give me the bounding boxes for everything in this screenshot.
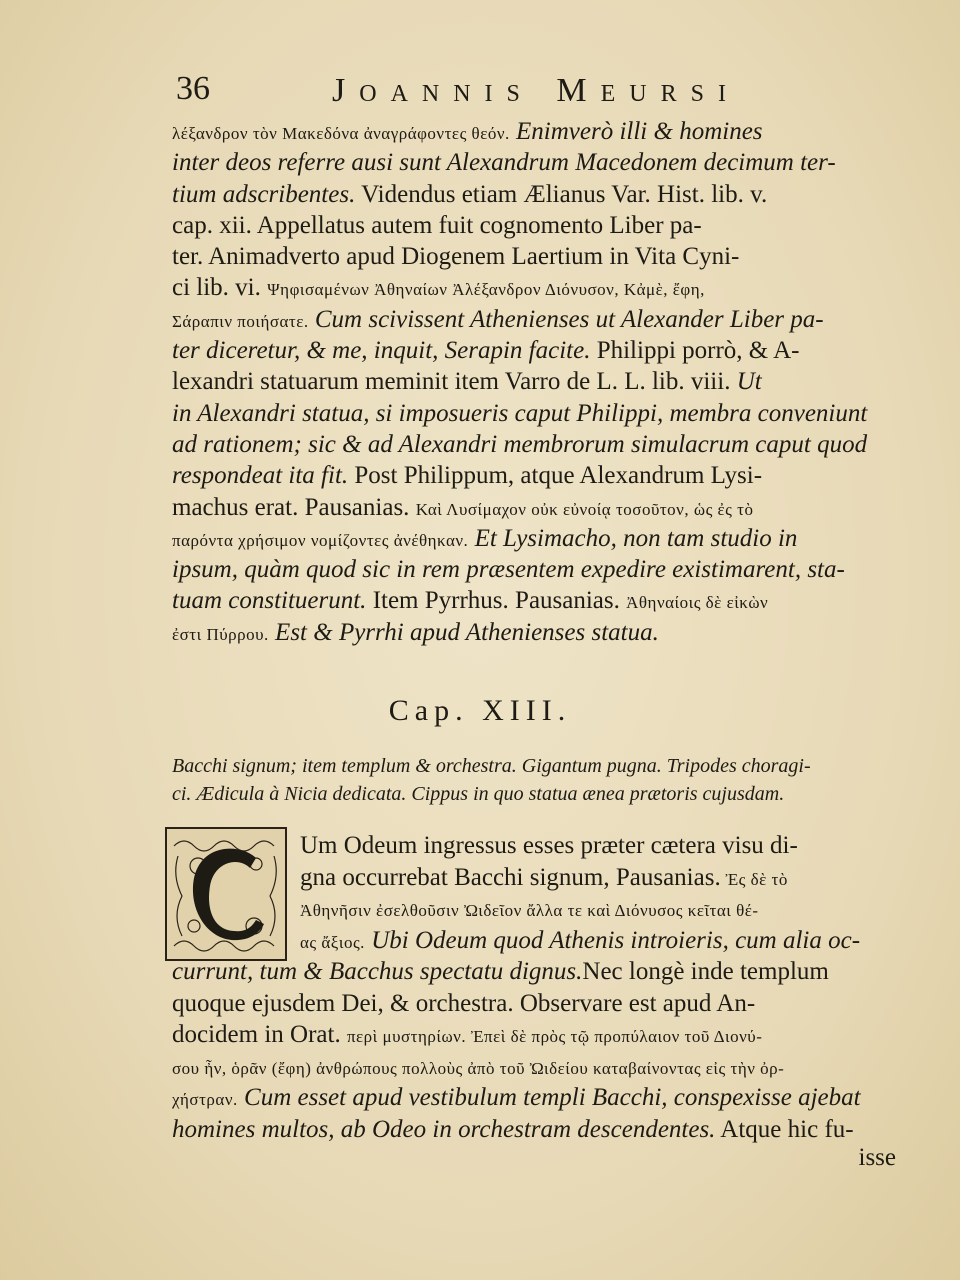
latin-text: Um Odeum ingressus esses præter cætera visu di-: [300, 832, 798, 859]
greek-text: λέξανδρον τὸν Μακεδόνα ἀναγράφοντες θεόν.: [172, 124, 510, 143]
latin-text: cap. xii. Appellatus autem fuit cognomento Liber pa-: [172, 211, 702, 239]
text-line: [172, 398, 912, 429]
greek-text: Ἀθηναίοις δὲ εἰκὼν: [626, 593, 769, 613]
latin-text: ter diceretur, & me, inquit, Serapin facite.: [172, 337, 591, 365]
latin-text: ipsum, quàm quod sic in rem præsentem expedire existimarent, sta-: [172, 556, 845, 584]
greek-text: ας ἄξιος.: [300, 932, 365, 952]
text-line: [172, 241, 912, 272]
greek-text: χήστραν.: [172, 1090, 238, 1109]
latin-text: Et Lysimacho, non tam studio in: [468, 524, 798, 552]
text-line: [172, 116, 912, 147]
latin-text: inter deos referre ausi sunt Alexandrum Macedonem decimum ter-: [172, 149, 836, 177]
latin-text: Est & Pyrrhi apud Athenienses statua.: [268, 618, 659, 646]
text-line: [172, 1051, 912, 1083]
text-line: [172, 893, 912, 925]
latin-text: lexandri statuarum meminit item Varro de L. L. lib. viii.: [172, 368, 731, 396]
second-paragraph: [172, 830, 912, 1145]
latin-text: Philippi porrò, & A-: [590, 337, 800, 365]
text-line: [172, 492, 912, 523]
text-line: [172, 585, 912, 616]
greek-text: Καὶ Λυσίμαχον οὐκ εὐνοίᾳ τοσοῦτον, ὡς ἐς τὸ: [415, 499, 754, 519]
text-line: [172, 617, 912, 648]
latin-text: Ubi Odeum quod Athenis introieris, cum alia oc-: [364, 926, 861, 954]
text-line: [172, 210, 912, 241]
greek-text: Σάραπιν ποιήσατε.: [172, 311, 309, 331]
latin-text: Post Philippum, atque Alexandrum Lysi-: [348, 462, 763, 490]
catchword: isse: [858, 1144, 896, 1171]
greek-text: παρόντα χρήσιμον νομίζοντες ἀνέθηκαν.: [172, 530, 469, 550]
text-line: [172, 956, 912, 988]
text-line: [172, 830, 912, 862]
page-header: [172, 66, 912, 116]
greek-text: σου ἦν, ὁρᾶν (ἔφη) ἀνθρώπους πολλοὺς ἀπὸ τοῦ Ὠιδείου καταβαίνοντας εἰς τὴν ὀρ-: [172, 1058, 785, 1078]
chapter-summary: [172, 752, 912, 808]
text-line: [172, 1114, 912, 1146]
latin-text: in Alexandri statua, si imposueris caput Philippi, membra conveniunt: [172, 399, 868, 427]
text-line: [172, 988, 912, 1020]
text-line: [172, 179, 912, 210]
text-line: [172, 862, 912, 894]
latin-text: docidem in Orat.: [172, 1021, 347, 1048]
latin-text: Cum scivissent Athenienses ut Alexander Liber pa-: [308, 305, 824, 333]
latin-text: currunt, tum & Bacchus spectatu dignus.: [172, 958, 583, 985]
page-number: 36: [176, 70, 210, 107]
summary-line: Bacchi signum; item templum & orchestra. Gigantum pugna. Tripodes choragi-: [172, 755, 811, 777]
latin-text: Item Pyrrhus. Pausanias.: [366, 587, 627, 615]
main-paragraph: [172, 116, 912, 648]
greek-text: Ἐς δὲ τὸ: [720, 869, 788, 889]
latin-text: respondeat ita fit.: [172, 462, 349, 490]
latin-text: Ut: [730, 368, 762, 396]
text-line: [172, 335, 912, 366]
latin-text: homines multos, ab Odeo in orchestram descendentes.: [172, 1115, 716, 1143]
text-line: [172, 460, 912, 491]
text-line: [172, 366, 912, 397]
text-line: [172, 554, 912, 585]
latin-text: ter. Animadverto apud Diogenem Laertium in Vita Cyni-: [172, 243, 740, 271]
latin-text: ci lib. vi.: [172, 274, 268, 302]
latin-text: tuam constituerunt.: [172, 587, 367, 615]
text-line: [172, 147, 912, 178]
latin-text: quoque ejusdem Dei, & orchestra. Observare est apud An-: [172, 989, 756, 1017]
text-line: [172, 925, 912, 957]
greek-text: περὶ μυστηρίων. Ἐπεὶ δὲ πρὸς τῷ προπύλαιον τοῦ Διονύ-: [346, 1027, 763, 1046]
text-line: [172, 429, 912, 460]
chapter-heading: Cap. XIII.: [388, 694, 572, 727]
text-line: [172, 304, 912, 335]
summary-line: ci. Ædicula à Nicia dedicata. Cippus in quo statua ænea prætoris cujusdam.: [172, 783, 785, 805]
text-line: [172, 272, 912, 303]
greek-text: Ἀθηνῆσιν ἐσελθοῦσιν Ὠιδεῖον ἄλλα τε καὶ Διόνυσος κεῖται θέ-: [300, 901, 759, 920]
latin-text: tium adscribentes.: [172, 180, 356, 208]
latin-text: Enimverò illi & homines: [509, 118, 763, 145]
latin-text: machus erat. Pausanias.: [172, 493, 416, 521]
latin-text: Nec longè inde templum: [582, 958, 829, 985]
greek-text: ἐστι Πύρρου.: [172, 624, 269, 644]
running-title: Joannis Meursi: [332, 72, 740, 109]
latin-text: Videndus etiam Ælianus Var. Hist. lib. v.: [355, 180, 768, 208]
latin-text: Atque hic fu-: [715, 1115, 854, 1143]
latin-text: gna occurrebat Bacchi signum, Pausanias.: [300, 863, 721, 891]
greek-text: Ψηφισαμένων Ἀθηναίων Ἀλέξανδρον Διόνυσον, Κἀμὲ, ἔφη,: [267, 280, 705, 300]
latin-text: ad rationem; sic & ad Alexandri membrorum simulacrum caput quod: [172, 430, 868, 458]
latin-text: Cum esset apud vestibulum templi Bacchi, conspexisse ajebat: [237, 1084, 861, 1111]
text-line: [172, 523, 912, 554]
text-line: [172, 1082, 912, 1114]
text-line: [172, 1019, 912, 1051]
